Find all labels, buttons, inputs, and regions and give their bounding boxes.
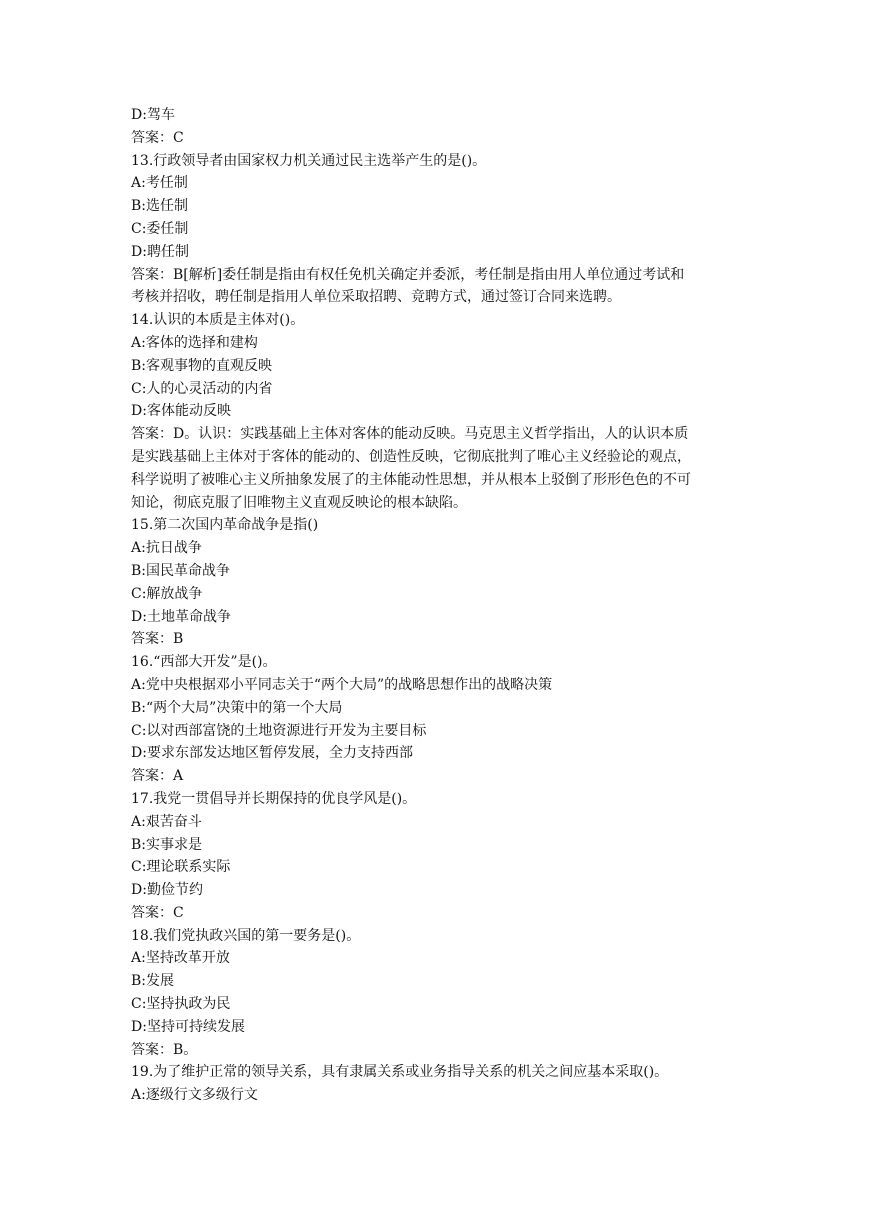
option-a: A:客体的选择和建构 <box>131 334 258 351</box>
option-d: D:聘任制 <box>131 243 189 260</box>
answer-explanation: 考核并招收，聘任制是指用人单位采取招聘、竞聘方式，通过签订合同来选聘。 <box>131 289 621 306</box>
option-c: C:坚持执政为民 <box>131 996 231 1013</box>
answer-explanation: 知论，彻底克服了旧唯物主义直观反映论的根本缺陷。 <box>131 494 467 511</box>
option-a: A:逐级行文多级行文 <box>131 1087 258 1104</box>
option-b: B:“两个大局”决策中的第一个大局 <box>131 699 343 716</box>
question-13: 13.行政领导者由国家权力机关通过民主选举产生的是()。 <box>131 152 487 169</box>
answer: 答案：B。 <box>131 1041 198 1058</box>
question-19: 19.为了维护正常的领导关系，具有隶属关系或业务指导关系的机关之间应基本采取()。 <box>131 1064 669 1081</box>
option-b: B:选任制 <box>131 198 189 215</box>
answer: 答案：C <box>131 129 184 146</box>
answer: 答案：A <box>131 768 184 785</box>
option-d: D:要求东部发达地区暂停发展，全力支持西部 <box>131 745 413 762</box>
question-18: 18.我们党执政兴国的第一要务是()。 <box>131 927 361 944</box>
option-c: C:以对西部富饶的土地资源进行开发为主要目标 <box>131 722 427 739</box>
option-d: D:驾车 <box>131 107 175 123</box>
option-b: B:客观事物的直观反映 <box>131 357 273 374</box>
option-d: D:勤俭节约 <box>131 882 203 899</box>
option-b: B:实事求是 <box>131 836 203 853</box>
option-b: B:发展 <box>131 973 175 990</box>
option-c: C:人的心灵活动的内省 <box>131 380 273 397</box>
option-a: A:艰苦奋斗 <box>131 813 202 830</box>
option-c: C:解放战争 <box>131 585 203 602</box>
question-14: 14.认识的本质是主体对()。 <box>131 312 305 329</box>
answer-explanation: 答案：B[解析]委任制是指由有权任免机关确定并委派，考任制是指由用人单位通过考试和 <box>131 266 685 283</box>
option-a: A:考任制 <box>131 175 188 192</box>
option-c: C:理论联系实际 <box>131 859 231 876</box>
option-b: B:国民革命战争 <box>131 562 231 579</box>
question-17: 17.我党一贯倡导并长期保持的优良学风是()。 <box>131 790 417 807</box>
answer: 答案：B <box>131 631 184 648</box>
option-d: D:坚持可持续发展 <box>131 1018 245 1035</box>
option-d: D:土地革命战争 <box>131 608 231 625</box>
question-15: 15.第二次国内革命战争是指() <box>131 517 319 534</box>
answer-explanation: 科学说明了被唯心主义所抽象发展了的主体能动性思想，并从根本上驳倒了形形色色的不可 <box>131 471 691 488</box>
option-c: C:委任制 <box>131 220 189 237</box>
answer: 答案：C <box>131 904 184 921</box>
question-16: 16.“西部大开发”是()。 <box>131 654 277 671</box>
answer-explanation: 是实践基础上主体对于客体的能动的、创造性反映，它彻底批判了唯心主义经验论的观点， <box>131 448 691 465</box>
option-a: A:坚持改革开放 <box>131 950 230 967</box>
option-a: A:抗日战争 <box>131 540 202 557</box>
option-d: D:客体能动反映 <box>131 403 231 420</box>
option-a: A:党中央根据邓小平同志关于“两个大局”的战略思想作出的战略决策 <box>131 676 553 693</box>
document-page <box>131 104 751 1107</box>
answer-explanation: 答案：D。认识：实践基础上主体对客体的能动反映。马克思主义哲学指出，人的认识本质 <box>131 426 689 443</box>
